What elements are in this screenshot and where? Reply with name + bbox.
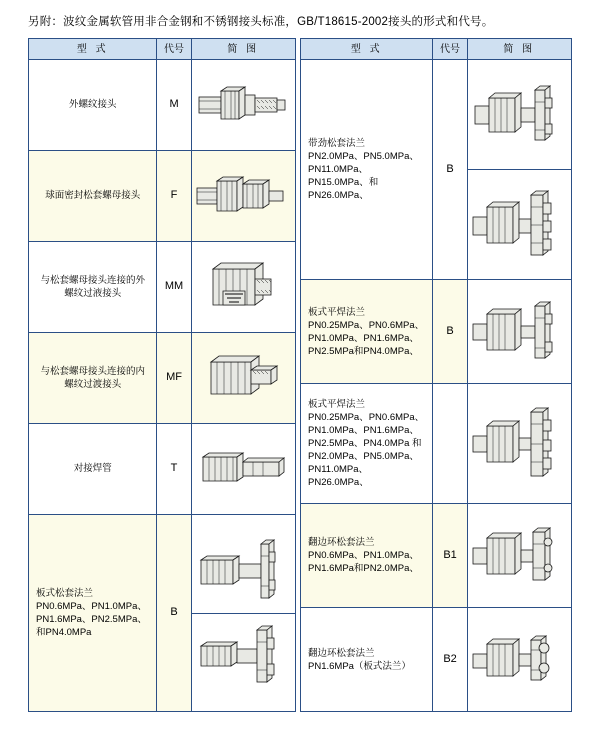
plate-slip-on-flange-figure-b xyxy=(468,394,571,494)
row-type xyxy=(301,60,433,280)
row-code: MF xyxy=(157,332,191,423)
row-type-title: 带劲松套法兰 xyxy=(308,138,366,149)
row-code: B xyxy=(433,60,467,280)
row-type xyxy=(29,241,157,332)
row-figure xyxy=(467,384,571,504)
ribbed-loose-flange-figure-b xyxy=(468,179,571,271)
header-code: 代号 xyxy=(157,39,191,60)
male-thread-transition-joint-figure xyxy=(192,255,295,319)
row-type-sub: PN0.6MPa、PN1.0MPa、PN1.6MPa、PN2.5MPa、和PN4.0MPa xyxy=(36,600,147,638)
row-type-title: 翻边环松套法兰 xyxy=(308,537,375,548)
row-type xyxy=(301,608,433,712)
row-type xyxy=(29,514,157,711)
row-type xyxy=(29,423,157,514)
header-type: 型 式 xyxy=(301,39,433,60)
table-row xyxy=(301,384,572,504)
table-row xyxy=(301,504,572,608)
page-title: 另附：波纹金属软管用非合金钢和不锈钢接头标准，GB/T18615-2002接头的形式和代号。 xyxy=(28,16,494,28)
row-code: M xyxy=(157,60,191,151)
row-figure xyxy=(191,514,295,711)
lap-joint-flange-figure-b xyxy=(468,616,571,704)
row-figure xyxy=(191,241,295,332)
right-table xyxy=(300,38,572,712)
row-type-sub: PN0.6MPa、PN1.0MPa、PN1.6MPa和PN2.0MPa、 xyxy=(308,550,419,574)
header-figure: 简 图 xyxy=(191,39,295,60)
row-type-title: 板式平焊法兰 xyxy=(308,306,366,318)
spherical-seal-union-nut-joint-figure xyxy=(192,164,295,228)
table-row xyxy=(301,608,572,712)
table-row xyxy=(29,241,296,332)
row-code: B2 xyxy=(433,608,467,712)
row-code: T xyxy=(157,423,191,514)
row-code: MM xyxy=(157,241,191,332)
table-row xyxy=(29,150,296,241)
butt-weld-pipe-figure xyxy=(192,437,295,501)
table-row xyxy=(301,60,572,170)
row-figure xyxy=(467,608,571,712)
table-row xyxy=(301,280,572,384)
row-type-title: 与松套螺母接头连接的外螺纹过液接头 xyxy=(40,274,145,299)
row-type xyxy=(29,150,157,241)
row-code: B xyxy=(157,514,191,711)
row-type-title: 翻边环松套法兰 xyxy=(308,647,375,659)
row-type-sub: PN2.0MPa、PN5.0MPa、PN11.0MPa、PN15.0MPa、和PN26.0MPa、 xyxy=(308,151,419,201)
table-header-row xyxy=(301,39,572,60)
row-figure xyxy=(191,332,295,423)
row-code: F xyxy=(157,150,191,241)
table-row xyxy=(29,60,296,151)
plate-slip-on-flange-figure-a xyxy=(468,288,571,376)
row-figure xyxy=(467,280,571,384)
table-row xyxy=(29,423,296,514)
row-code: B xyxy=(433,280,467,384)
row-code: B1 xyxy=(433,504,467,608)
row-type xyxy=(301,280,433,384)
header-figure: 简 图 xyxy=(467,39,571,60)
row-figure xyxy=(467,504,571,608)
row-type-title: 板式平焊法兰 xyxy=(308,399,366,410)
row-type-title: 与松套螺母接头连接的内螺纹过渡接头 xyxy=(40,365,145,390)
female-thread-transition-joint-figure xyxy=(192,346,295,410)
row-figure xyxy=(467,170,571,280)
row-type xyxy=(29,332,157,423)
row-type-sub: PN0.25MPa、PN0.6MPa、PN1.0MPa、PN1.6MPa、PN2.5MPa、PN4.0MPa 和PN2.0MPa、PN5.0MPa、PN11.0MPa、PN26.0MPa、 xyxy=(308,412,425,488)
threaded-male-joint-figure xyxy=(192,73,295,137)
lap-joint-flange-figure-a xyxy=(468,512,571,600)
left-table xyxy=(28,38,296,712)
row-figure xyxy=(191,150,295,241)
plate-loose-flange-figure-b xyxy=(192,614,295,697)
row-code xyxy=(433,384,467,504)
tables-container xyxy=(28,38,572,712)
header-type: 型 式 xyxy=(29,39,157,60)
row-figure xyxy=(191,60,295,151)
row-type-title: 对接焊管 xyxy=(73,463,112,475)
table-row xyxy=(29,514,296,711)
row-figure xyxy=(467,60,571,170)
ribbed-loose-flange-figure-a xyxy=(468,72,571,158)
row-type-title: 外螺纹接头 xyxy=(68,99,117,111)
row-type-sub: PN1.6MPa（板式法兰） xyxy=(308,660,411,672)
table-header-row xyxy=(29,39,296,60)
row-type-title: 球面密封松套螺母接头 xyxy=(45,190,141,202)
row-type xyxy=(301,384,433,504)
row-figure xyxy=(191,423,295,514)
row-type-title: 板式松套法兰 xyxy=(36,587,94,599)
row-type xyxy=(301,504,433,608)
header-code: 代号 xyxy=(433,39,467,60)
row-type xyxy=(29,60,157,151)
table-row xyxy=(29,332,296,423)
plate-loose-flange-figure-a xyxy=(192,529,295,614)
row-type-sub: PN0.25MPa、PN0.6MPa、PN1.0MPa、PN1.6MPa、PN2.5MPa和PN4.0MPa、 xyxy=(308,319,425,357)
